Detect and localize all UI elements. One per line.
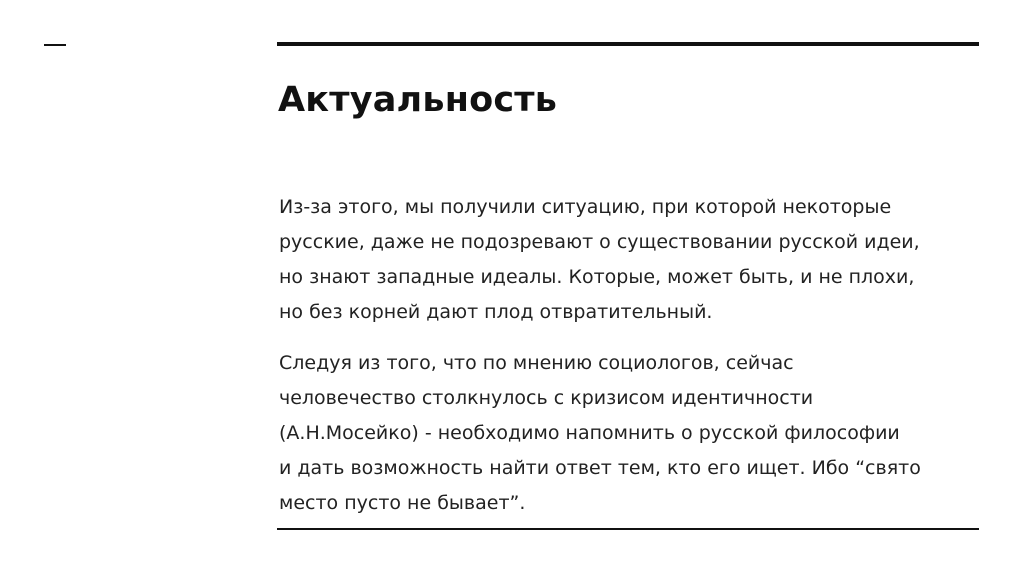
slide-title: Актуальность: [278, 80, 558, 120]
paragraph-line: русские, даже не подозревают о существовании русской идеи,: [279, 231, 920, 253]
paragraph-line: Из-за этого, мы получили ситуацию, при которой некоторые: [279, 196, 892, 218]
paragraph-line: но без корней дают плод отвратительный.: [279, 301, 713, 323]
top-rule-divider: [277, 42, 979, 46]
slide-body: [279, 190, 979, 521]
corner-dash-decoration: [44, 44, 66, 46]
paragraph-line: но знают западные идеалы. Которые, может быть, и не плохи,: [279, 266, 915, 288]
paragraph-line: место пусто не бывает”.: [279, 492, 526, 514]
paragraph-line: (А.Н.Мосейко) - необходимо напомнить о русской философии: [279, 422, 900, 444]
paragraph-line: и дать возможность найти ответ тем, кто его ищет. Ибо “свято: [279, 457, 921, 479]
paragraph-line: человечество столкнулось с кризисом идентичности: [279, 387, 814, 409]
paragraph-line: Следуя из того, что по мнению социологов, сейчас: [279, 352, 794, 374]
bottom-rule-divider: [277, 528, 979, 530]
paragraph-1: [279, 190, 979, 330]
paragraph-2: [279, 346, 979, 521]
